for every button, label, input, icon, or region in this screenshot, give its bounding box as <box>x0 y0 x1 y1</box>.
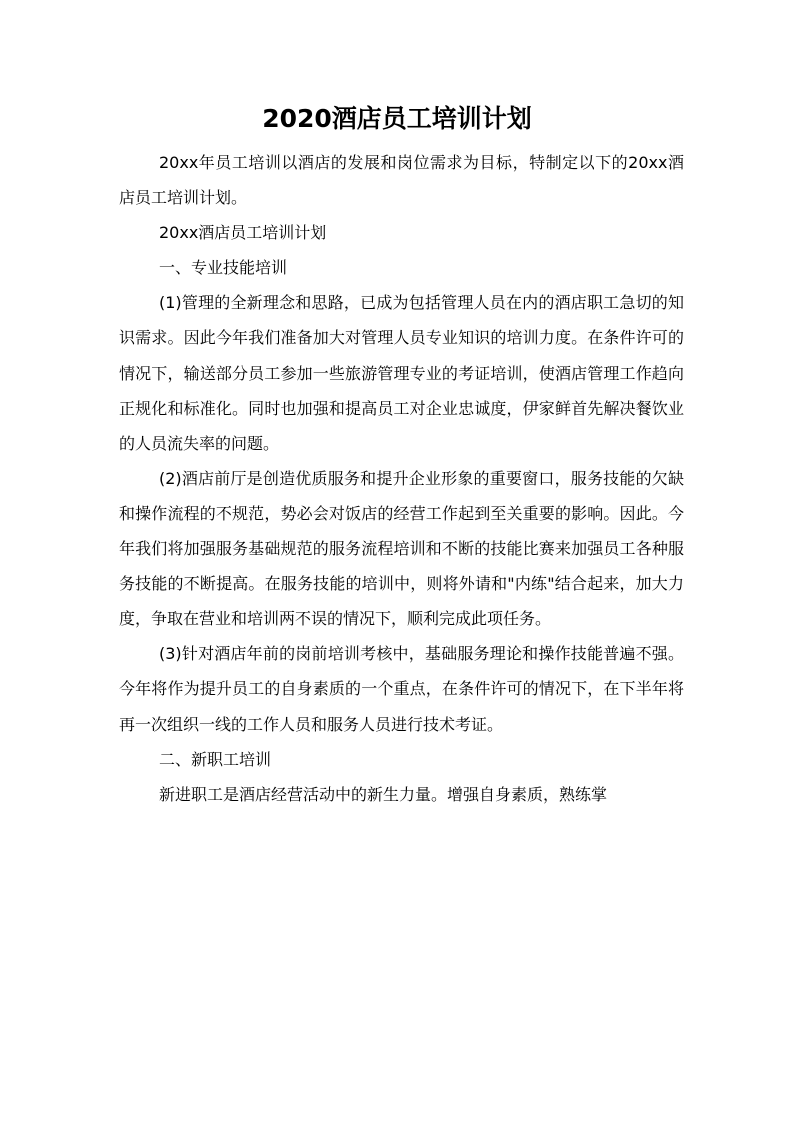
paragraph-item-1: (1)管理的全新理念和思路，已成为包括管理人员在内的酒店职工急切的知识需求。因此今年我们准备加大对管理人员专业知识的培训力度。在条件许可的情况下，输送部分员工参加一些旅游管理专业的考证培训，使酒店管理工作趋向正规化和标准化。同时也加强和提高员工对企业忠诚度，伊家鲜首先解决餐饮业的人员流失率的问题。 <box>119 293 684 453</box>
paragraph-item-3: (3)针对酒店年前的岗前培训考核中，基础服务理论和操作技能普遍不强。今年将作为提升员工的自身素质的一个重点，在条件许可的情况下，在下半年将再一次组织一线的工作人员和服务人员进行技术考证。 <box>119 644 684 734</box>
document-title: 2020酒店员工培训计划 <box>262 104 532 133</box>
section-heading-skills: 一、专业技能培训 <box>159 258 288 278</box>
paragraph-intro: 20xx年员工培训以酒店的发展和岗位需求为目标，特制定以下的20xx酒店员工培训计划。 <box>119 153 684 208</box>
document-body <box>119 145 684 812</box>
section-heading-new-staff: 二、新职工培训 <box>159 749 272 769</box>
paragraph-plan-heading: 20xx酒店员工培训计划 <box>159 223 327 243</box>
paragraph-item-2: (2)酒店前厅是创造优质服务和提升企业形象的重要窗口，服务技能的欠缺和操作流程的不规范，势必会对饭店的经营工作起到至关重要的影响。因此。今年我们将加强服务基础规范的服务流程培训和不断的技能比赛来加强员工各种服务技能的不断提高。在服务技能的培训中，则将外请和"内练"结合起来，加大力度，争取在营业和培训两不误的情况下，顺利完成此项任务。 <box>119 468 684 629</box>
paragraph-new-staff: 新进职工是酒店经营活动中的新生力量。增强自身素质，熟练掌 <box>159 784 608 804</box>
